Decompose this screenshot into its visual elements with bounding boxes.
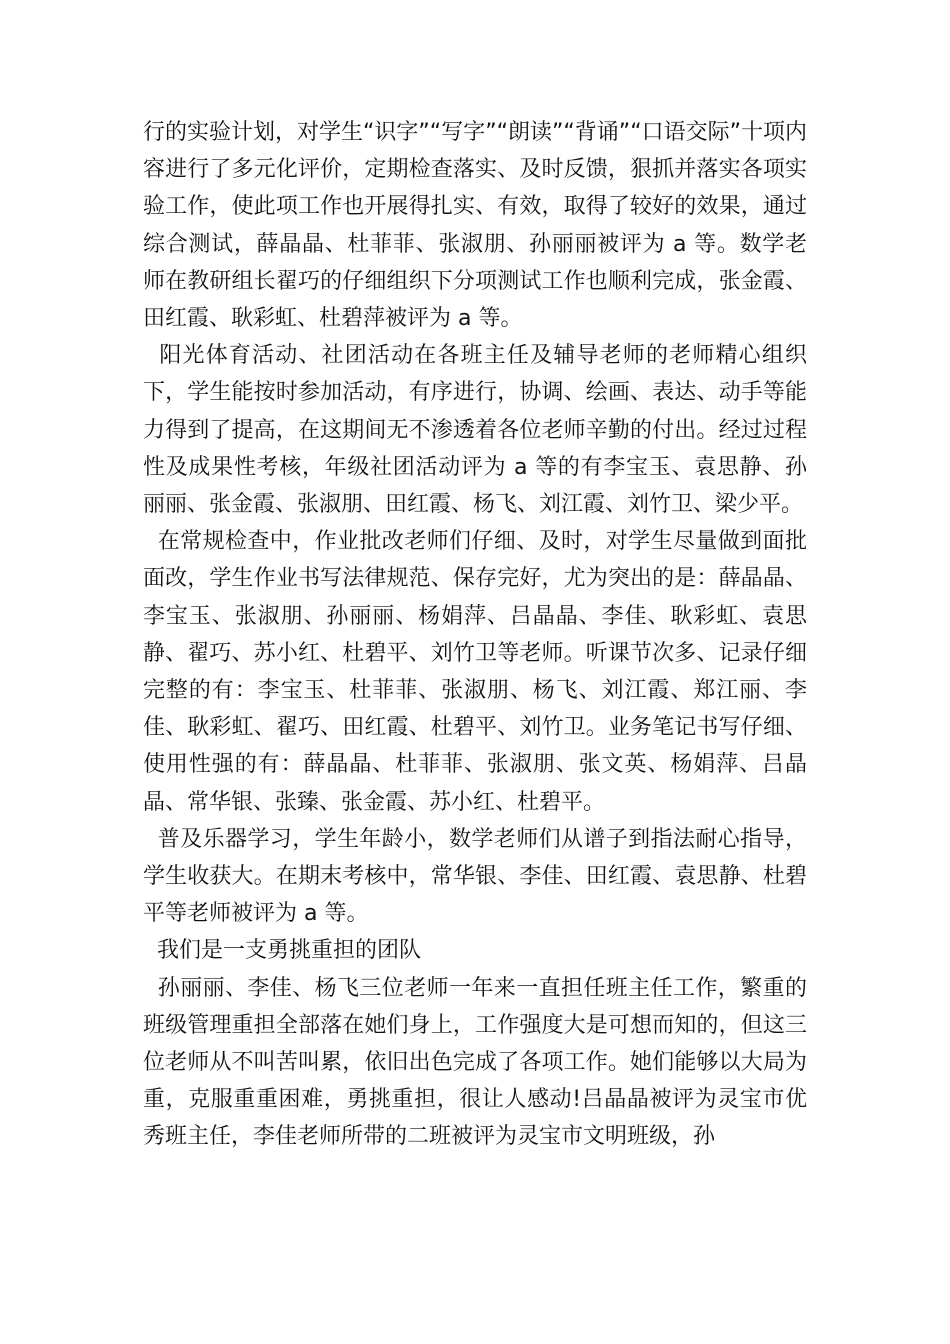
section-heading: 我们是一支勇挑重担的团队 bbox=[143, 938, 422, 964]
paragraph-sunshine-sports: 阳光体育活动、社团活动在各班主任及辅导老师的老师精心组织下，学生能按时参加活动，有序进行，协调、绘画、表达、动手等能力得到了提高，在这期间无不渗透着各位老师辛勤的付出。经过过程性及成果性考核，年级社团活动评为 a 等的有李宝玉、袁思静、孙丽丽、张金霞、张淑朋、田红霞、杨飞、刘江霞、刘竹卫、梁少平。 bbox=[143, 343, 807, 518]
paragraph-instrument-learning: 普及乐器学习，学生年龄小，数学老师们从谱子到指法耐心指导，学生收获大。在期末考核中，常华银、李佳、田红霞、袁思静、杜碧平等老师被评为 a 等。 bbox=[143, 826, 807, 927]
paragraph-routine-inspection: 在常规检查中，作业批改老师们仔细、及时，对学生尽量做到面批面改，学生作业书写法律规范、保存完好，尤为突出的是：薛晶晶、李宝玉、张淑朋、孙丽丽、杨娟萍、吕晶晶、李佳、耿彩虹、袁思静、翟巧、苏小红、杜碧平、刘竹卫等老师。听课节次多、记录仔细完整的有：李宝玉、杜菲菲、张淑朋、杨飞、刘江霞、郑江丽、李佳、耿彩虹、翟巧、田红霞、杜碧平、刘竹卫。业务笔记书写仔细、使用性强的有：薛晶晶、杜菲菲、张淑朋、张文英、杨娟萍、吕晶晶、常华银、张臻、张金霞、苏小红、杜碧平。 bbox=[143, 529, 807, 815]
paragraph-class-teachers: 孙丽丽、李佳、杨飞三位老师一年来一直担任班主任工作，繁重的班级管理重担全部落在她们身上，工作强度大是可想而知的，但这三位老师从不叫苦叫累，依旧出色完成了各项工作。她们能够以大局为重，克服重重困难，勇挑重担，很让人感动!吕晶晶被评为灵宝市优秀班主任，李佳老师所带的二班被评为灵宝市文明班级，孙 bbox=[143, 975, 807, 1150]
document-body bbox=[143, 114, 807, 1156]
paragraph-experiment-plan: 行的实验计划，对学生“识字”“写字”“朗读”“背诵”“口语交际”十项内容进行了多元化评价，定期检查落实、及时反馈，狠抓并落实各项实验工作，使此项工作也开展得扎实、有效，取得了较好的效果，通过综合测试，薛晶晶、杜菲菲、张淑朋、孙丽丽被评为 a 等。数学老师在教研组长翟巧的仔细组织下分项测试工作也顺利完成，张金霞、田红霞、耿彩虹、杜碧萍被评为 a 等。 bbox=[143, 120, 807, 332]
